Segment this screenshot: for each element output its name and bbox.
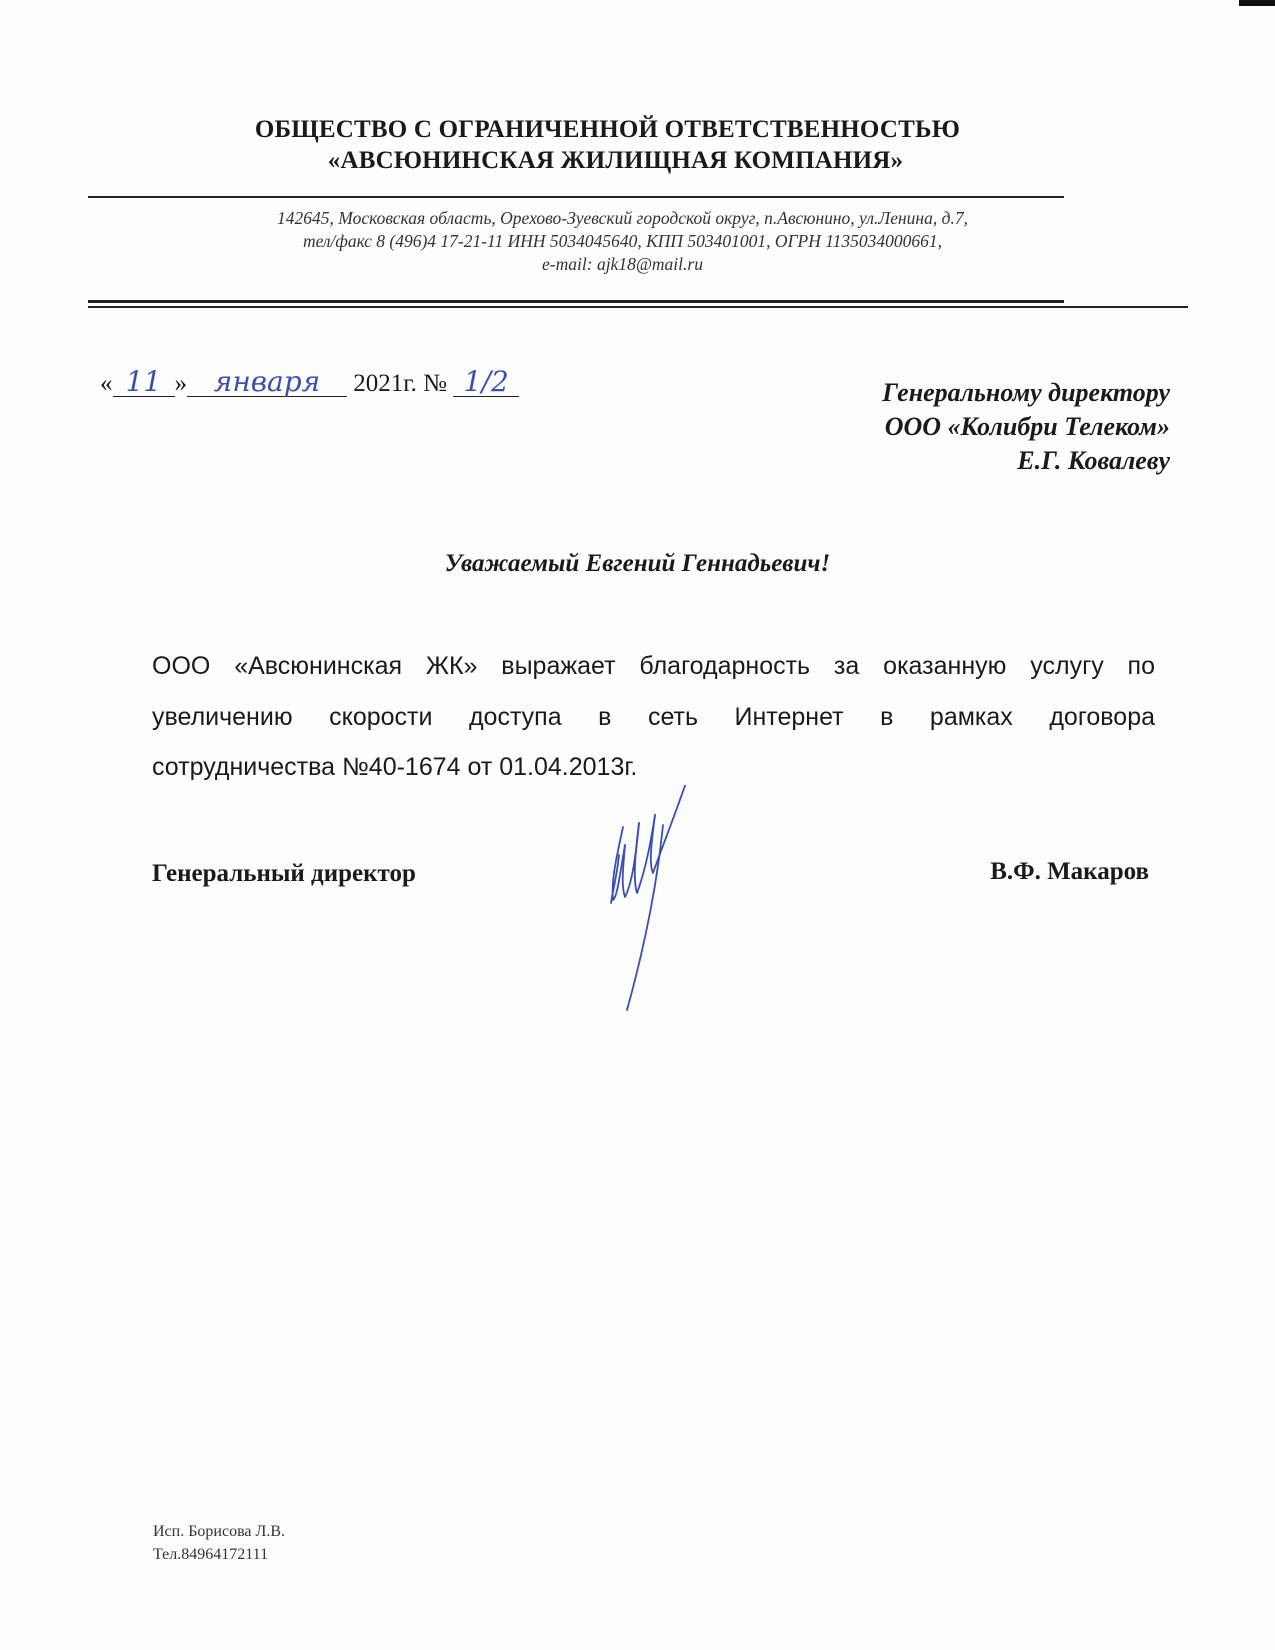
header-divider-bottom-thin <box>88 306 1188 308</box>
contact-line: тел/факс 8 (496)4 17-21-11 ИНН 5034045640, КПП 503401001, ОГРН 1135034000661, <box>302 231 943 251</box>
executor-phone: Тел.84964172111 <box>153 1546 269 1563</box>
date-open-quote: « <box>100 370 113 397</box>
addressee-position: Генеральному директору <box>882 378 1170 407</box>
body-text-line1: ООО «Авсюнинская ЖК» выражает благодарность за оказанную услугу по <box>152 652 1155 680</box>
letter-number: 1/2 <box>453 368 519 397</box>
scan-corner-mark <box>1239 0 1275 6</box>
body-text-line2: увеличению скорости доступа в сеть Интернет в рамках договора <box>152 703 1155 731</box>
organization-name-line2: «АВСЮНИНСКАЯ ЖИЛИЩНАЯ КОМПАНИЯ» <box>327 147 904 174</box>
date-day: 11 <box>113 368 175 397</box>
body-text-line3: сотрудничества №40-1674 от 01.04.2013г. <box>152 753 638 781</box>
handwritten-signature <box>605 785 725 1015</box>
address-line1: 142645, Московская область, Орехово-Зуевский городской округ, п.Авсюнино, ул.Ленина, д.7, <box>277 208 968 228</box>
organization-name-line1: ОБЩЕСТВО С ОГРАНИЧЕННОЙ ОТВЕТСТВЕННОСТЬЮ <box>254 116 961 143</box>
signatory-title: Генеральный директор <box>152 860 416 887</box>
email-line: e-mail: ajk18@mail.ru <box>542 254 703 274</box>
addressee-company: ООО «Колибри Телеком» <box>884 412 1170 441</box>
letter-date-number <box>100 365 519 398</box>
salutation: Уважаемый Евгений Геннадьевич! <box>444 550 831 577</box>
header-divider-bottom-thick <box>88 300 1064 303</box>
date-year-label: 2021г. № <box>353 370 448 397</box>
header-divider-top <box>88 196 1064 198</box>
executor-name: Исп. Борисова Л.В. <box>153 1523 286 1540</box>
date-close-quote: » <box>174 370 187 397</box>
addressee-name: Е.Г. Ковалеву <box>1017 446 1170 475</box>
signatory-name: В.Ф. Макаров <box>990 858 1149 885</box>
date-month: января <box>187 368 347 397</box>
